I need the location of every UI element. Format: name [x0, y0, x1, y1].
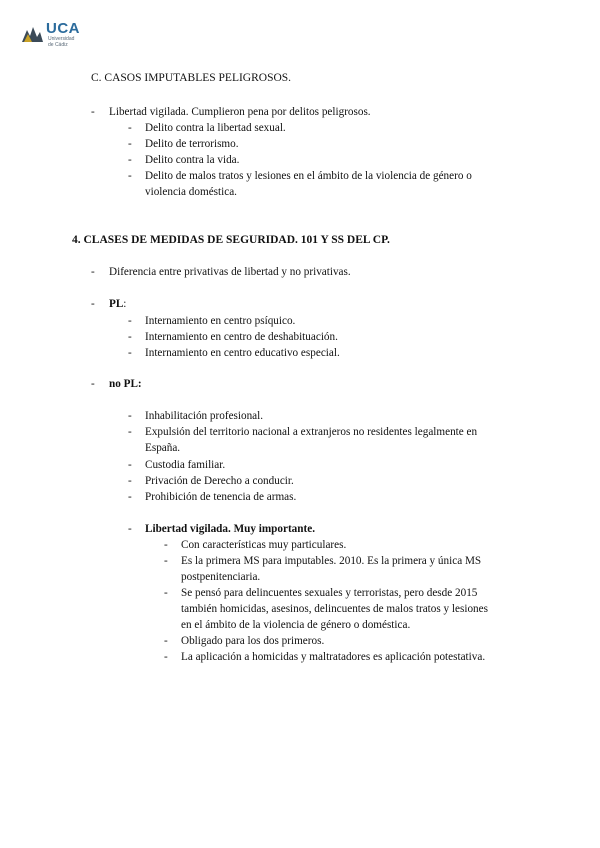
bullet-dash: -: [128, 170, 132, 182]
list-item: Se pensó para delincuentes sexuales y terroristas, pero desde 2015: [181, 587, 478, 599]
list-item: Internamiento en centro educativo especial.: [145, 347, 340, 359]
list-item: La aplicación a homicidas y maltratadores es aplicación potestativa.: [181, 651, 486, 663]
list-item: Prohibición de tenencia de armas.: [145, 491, 297, 503]
bullet-dash: -: [164, 555, 168, 567]
bullet-dash: -: [164, 539, 168, 551]
nopl-heading: no PL:: [109, 378, 142, 390]
list-item: Custodia familiar.: [145, 459, 226, 471]
list-item: Es la primera MS para imputables. 2010. Es la primera y única MS: [181, 555, 482, 567]
list-item-continuation: violencia doméstica.: [145, 186, 237, 198]
list-item: Privación de Derecho a conducir.: [145, 475, 294, 487]
bullet-dash: -: [128, 138, 132, 150]
bullet-dash: -: [128, 426, 132, 438]
list-item: Diferencia entre privativas de libertad y no privativas.: [109, 266, 351, 278]
section-4-title: 4. CLASES DE MEDIDAS DE SEGURIDAD. 101 Y SS DEL CP.: [72, 234, 390, 246]
bullet-dash: -: [128, 523, 132, 535]
bullet-dash: -: [164, 651, 168, 663]
list-item: Libertad vigilada. Cumplieron pena por delitos peligrosos.: [109, 106, 371, 118]
list-item: Delito contra la vida.: [145, 154, 240, 166]
list-item: Delito de terrorismo.: [145, 138, 239, 150]
list-item-continuation: España.: [145, 442, 181, 454]
logo-text: UCA: [46, 20, 80, 37]
list-item: Obligado para los dos primeros.: [181, 635, 325, 647]
list-item-continuation: postpenitenciaria.: [181, 571, 261, 583]
bullet-dash: -: [128, 331, 132, 343]
bullet-dash: -: [164, 635, 168, 647]
uca-logo: [20, 20, 90, 50]
libertad-vigilada-heading: Libertad vigilada. Muy importante.: [145, 523, 315, 535]
bullet-dash: -: [128, 459, 132, 471]
bullet-dash: -: [128, 491, 132, 503]
bullet-dash: -: [91, 298, 95, 310]
bullet-dash: -: [128, 410, 132, 422]
list-item-continuation: también homicidas, asesinos, delincuentes de malos tratos y lesiones: [181, 603, 488, 615]
list-item: Delito de malos tratos y lesiones en el ámbito de la violencia de género o: [145, 170, 472, 182]
bullet-dash: -: [128, 122, 132, 134]
list-item: Internamiento en centro de deshabituación.: [145, 331, 338, 343]
list-item-continuation: en el ámbito de la violencia de género o doméstica.: [181, 619, 411, 631]
bullet-dash: -: [128, 154, 132, 166]
bullet-dash: -: [164, 587, 168, 599]
list-item: Con características muy particulares.: [181, 539, 347, 551]
bullet-dash: -: [128, 347, 132, 359]
section-c-title: C. CASOS IMPUTABLES PELIGROSOS.: [91, 72, 292, 84]
bullet-dash: -: [91, 106, 95, 118]
bullet-dash: -: [128, 315, 132, 327]
logo-subtitle: Universidad de Cádiz: [48, 36, 75, 48]
pl-heading: PL:: [109, 298, 127, 310]
bullet-dash: -: [91, 266, 95, 278]
list-item: Inhabilitación profesional.: [145, 410, 264, 422]
bullet-dash: -: [128, 475, 132, 487]
list-item: Internamiento en centro psíquico.: [145, 315, 296, 327]
bullet-dash: -: [91, 378, 95, 390]
uca-emblem-icon: [20, 24, 44, 44]
list-item: Delito contra la libertad sexual.: [145, 122, 286, 134]
list-item: Expulsión del territorio nacional a extranjeros no residentes legalmente en: [145, 426, 478, 438]
